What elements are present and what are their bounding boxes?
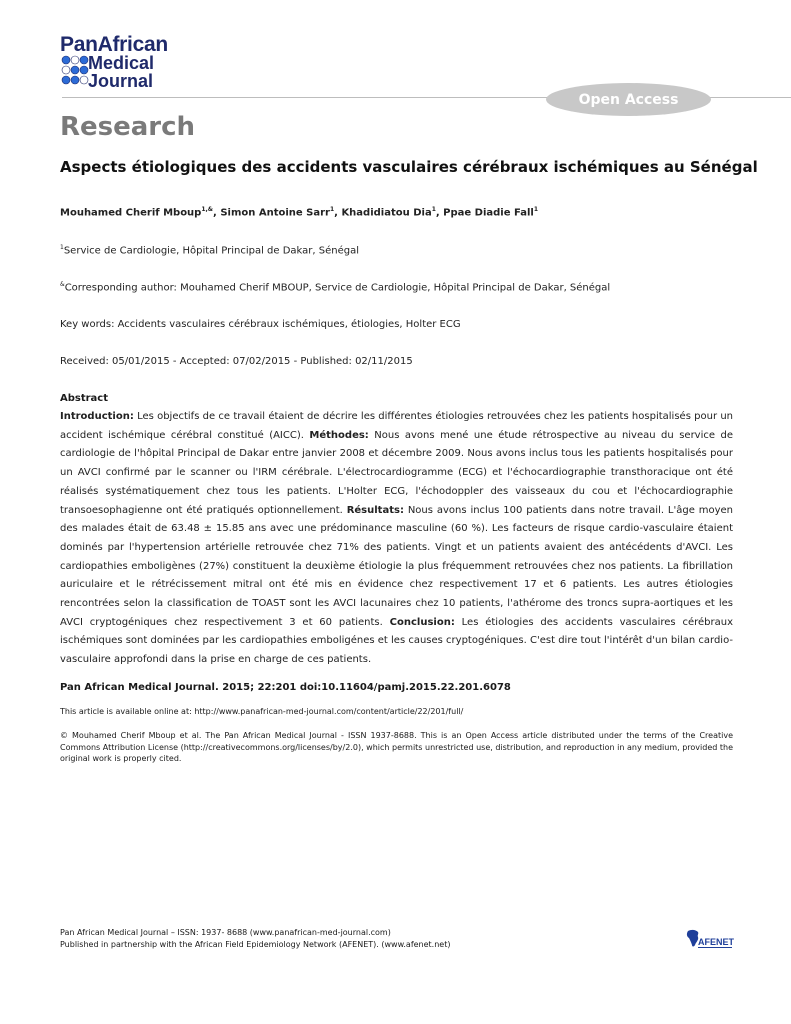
author-separator: , (213, 207, 221, 219)
abstract-intro-text: Les objectifs de ce travail étaient de décrire les différentes étiologies retrouvées chez les patients hospitalisés pour un accident ischémique cérébral constitué (AICC). (60, 411, 733, 441)
corresponding-author (60, 281, 610, 293)
afenet-africa-icon (684, 928, 734, 950)
affiliation (60, 244, 359, 256)
abstract-results-label: Résultats: (346, 504, 404, 516)
abstract-heading: Abstract (60, 393, 109, 404)
pamj-dot-grid-icon (61, 55, 91, 89)
author-name: Mouhamed Cherif Mboup (60, 207, 202, 219)
abstract-intro-label: Introduction: (60, 411, 134, 422)
logo-text-line3: Journal (88, 71, 154, 91)
abstract-conclusion-text: Les étiologies des accidents vasculaires cérébraux ischémiques sont dominées par les cardiopathies emboligénes et les causes cryptogéniques. C'est dire tout l'intérêt d'un bilan cardio-vasculaire approfondi dans la prise en charge de ces patients. (60, 616, 733, 666)
abstract-methods-label: Méthodes: (309, 429, 369, 441)
author-affiliation-mark: 1,& (201, 206, 214, 213)
publication-dates: Received: 05/01/2015 - Accepted: 07/02/2015 - Published: 02/11/2015 (60, 356, 413, 367)
author-list (60, 206, 538, 218)
logo-text-line2: Medical (88, 53, 155, 73)
afenet-logo-text: AFENET (698, 937, 734, 947)
corresponding-mark: & (60, 281, 65, 288)
keywords: Key words: Accidents vasculaires cérébraux ischémiques, étiologies, Holter ECG (60, 319, 461, 330)
affiliation-mark: 1 (60, 244, 64, 251)
author-affiliation-mark: 1 (533, 206, 539, 213)
article-title: Aspects étiologiques des accidents vasculaires cérébraux ischémiques au Sénégal (60, 158, 758, 176)
abstract-conclusion-label: Conclusion: (389, 616, 455, 628)
author-affiliation-mark: 1 (329, 206, 335, 213)
affiliation-text: Service de Cardiologie, Hôpital Principal de Dakar, Sénégal (63, 245, 359, 257)
availability-note: This article is available online at: http://www.panafrican-med-journal.com/content/article/22/201/full/ (60, 707, 464, 716)
author-name: Ppae Diadie Fall (443, 207, 534, 219)
footer-journal-line: Pan African Medical Journal – ISSN: 1937- 8688 (www.panafrican-med-journal.com) (60, 928, 391, 937)
footer-partner-line: Published in partnership with the African Field Epidemiology Network (AFENET). (www.afenet.net) (60, 940, 451, 949)
abstract-methods-text: Nous avons mené une étude rétrospective au niveau du service de cardiologie de l'hôpital Principal de Dakar entre janvier 2008 et décembre 2009. Nous avons inclus tous les patients hospitalisés pour un AVCI confirmé par le scanner ou l'IRM cérébrale. L'électrocardiogramme (ECG) et l'échocardiographie transthoracique ont été réalisés systématiquement chez tous les patients. L'Holter ECG, l'échodoppler des vaisseaux du cou et l'échocardiographie transoesophagienne ont été pratiqués optionnellement. (60, 429, 733, 516)
author-name: Simon Antoine Sarr (220, 207, 330, 219)
open-access-badge: Open Access (546, 83, 711, 116)
abstract-results-text: Nous avons inclus 100 patients dans notre travail. L'âge moyen des malades était de 63.48 ± 15.85 ans avec une prédominance masculine (60 %). Les facteurs de risque cardio-vasculaire étaient dominés par l'hypertension artérielle retrouvée chez 71% des patients. Vingt et un patients avaient des antécédents d'AVCI. Les cardiopathies emboligènes (27%) constituent la deuxième étiologie la plus fréquemment retrouvées chez nos patients. La fibrillation auriculaire et le rétrécissement mitral ont été mis en évidence chez respectivement 17 et 6 patients. Les autres étiologies rencontrées selon la classification de TOAST sont les AVCI lacunaires chez 10 patients, l'athérome des troncs supra-aortiques et les AVCI cryptogéniques chez respectivement 3 et 60 patients. (60, 504, 733, 628)
copyright-notice: © Mouhamed Cherif Mboup et al. The Pan African Medical Journal - ISSN 1937-8688. This is an Open Access article distributed under the terms of the Creative Commons Attribution License (http://creativecommons.org/licenses/by/2.0), which permits unrestricted use, distribution, and reproduction in any medium, provided the original work is properly cited. (60, 731, 733, 763)
logo-text-line1: PanAfrican (60, 33, 168, 56)
author-separator: , (334, 207, 342, 219)
author-name: Khadidiatou Dia (341, 207, 432, 219)
author-separator: , (435, 207, 444, 219)
journal-logo (60, 33, 200, 93)
author-affiliation-mark: 1 (431, 206, 436, 213)
abstract-body (60, 408, 733, 670)
citation: Pan African Medical Journal. 2015; 22:201 doi:10.11604/pamj.2015.22.201.6078 (60, 682, 511, 693)
corresponding-text: Corresponding author: Mouhamed Cherif MBOUP, Service de Cardiologie, Hôpital Principal de Dakar, Sénégal (64, 282, 611, 294)
section-label: Research (60, 112, 196, 142)
